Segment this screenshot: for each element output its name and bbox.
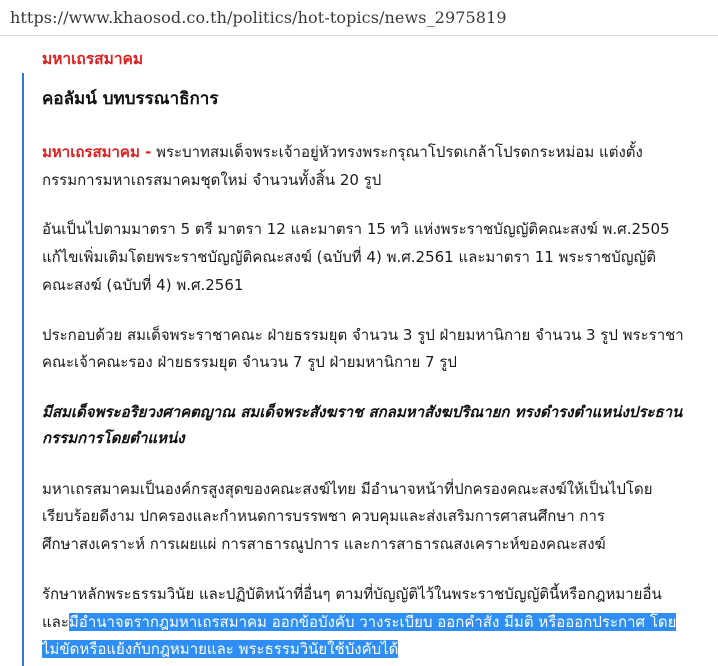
left-accent-rule xyxy=(22,73,24,666)
paragraph-1-text: พระบาทสมเด็จพระเจ้าอยู่หัวทรงพระกรุณาโปรดเกล้าโปรดกระหม่อม แต่งตั้งกรรมการมหาเถรสมาคมชุดใหม่ จำนวนทั้งสิ้น 20 รูป xyxy=(42,142,643,189)
column-title: คอลัมน์ บทบรรณาธิการ xyxy=(42,88,219,109)
paragraph-3: ประกอบด้วย สมเด็จพระราชาคณะ ฝ่ายธรรมยุต จำนวน 3 รูป ฝ่ายมหานิกาย จำนวน 3 รูป พระราชาคณะเจ้าคณะรอง ฝ่ายธรรมยุต จำนวน 7 รูป ฝ่ายมหานิกาย 7 รูป xyxy=(42,325,684,372)
paragraph-2: อันเป็นไปตามมาตรา 5 ตรี มาตรา 12 และมาตรา 15 ทวิ แห่งพระราชบัญญัติคณะสงฆ์ พ.ศ.2505 แก้ไขเพิ่มเติมโดยพระราชบัญญัติคณะสงฆ์ (ฉบับที่ 4) พ.ศ.2561 และมาตรา 11 พระราชบัญญัติคณะสงฆ์ (ฉบับที่ 4) พ.ศ.2561 xyxy=(42,220,670,294)
url-text: https://www.khaosod.co.th/politics/hot-topics/news_2975819 xyxy=(10,8,507,27)
paragraph-emphasis: มีสมเด็จพระอริยวงศาคตญาณ สมเด็จพระสังฆราช สกลมหาสังฆปริณายก ทรงดำรงตำแหน่งประธานกรรมการโดยตำแหน่ง xyxy=(42,403,683,448)
selected-text-line-2[interactable]: ไม่ขัดหรือแย้งกับกฎหมายและ พระธรรมวินัยใช้บังคับได้ xyxy=(42,640,399,659)
paragraph-1 xyxy=(42,139,688,195)
selected-text-line-1[interactable]: มีอำนาจตรากฎมหาเถรสมาคม ออกข้อบังคับ วางระเบียบ ออกคำสั่ง มีมติ หรือออกประกาศ โดย xyxy=(68,612,677,631)
paragraph-5-plain: รักษาหลักพระธรรมวินัย และปฏิบัติหน้าที่อื่นๆ ตามที่บัญญัติไว้ในพระราชบัญญัตินี้หรือกฎหมายอื่น และ xyxy=(42,584,662,631)
lead-label: มหาเถรสมาคม - xyxy=(42,142,152,161)
paragraph-4: มหาเถรสมาคมเป็นองค์กรสูงสุดของคณะสงฆ์ไทย มีอำนาจหน้าที่ปกครองคณะสงฆ์ให้เป็นไปโดยเรียบร้อยดีงาม ปกครองและกำหนดการบรรพชา ควบคุมและส่งเสริมการศาสนศึกษา การศึกษาสงเคราะห์ การเผยแผ่ การสาธารณูปการ และการสาธารณสงเคราะห์ของคณะสงฆ์ xyxy=(42,479,653,554)
article-kicker: มหาเถรสมาคม xyxy=(42,50,144,68)
paragraph-5 xyxy=(42,581,688,664)
browser-url-bar[interactable] xyxy=(0,0,718,36)
article-content xyxy=(0,36,718,664)
